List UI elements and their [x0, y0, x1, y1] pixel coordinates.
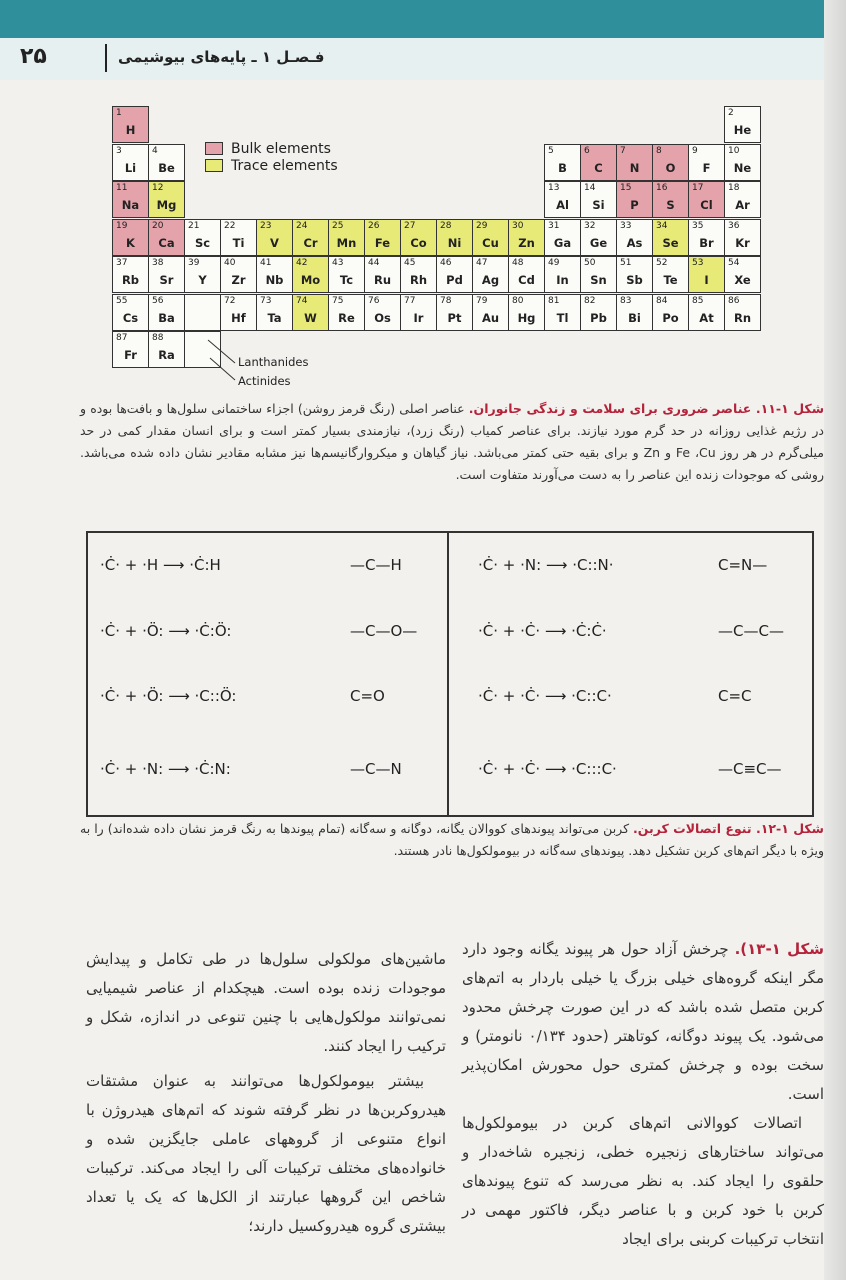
element-cell [220, 294, 257, 331]
figure-caption-11 [80, 398, 824, 486]
element-symbol: Ra [158, 348, 175, 362]
element-symbol: Re [338, 310, 355, 325]
element-cell [508, 219, 545, 256]
element-cell [544, 294, 581, 331]
element-symbol: Mg [156, 198, 177, 212]
element-symbol: Br [699, 235, 714, 250]
element-cell [256, 219, 293, 256]
element-symbol: Se [662, 235, 679, 250]
atomic-number: 23 [260, 220, 272, 231]
reaction-equation: ·Ċ· + ·Ċ· ⟶ ·Ċ:Ċ· [478, 622, 607, 640]
element-cell [148, 219, 185, 256]
atomic-number: 37 [116, 258, 128, 268]
element-symbol: Ga [553, 235, 572, 250]
element-cell [724, 106, 761, 143]
element-cell [400, 294, 437, 331]
element-symbol: C [594, 160, 603, 175]
element-cell [580, 294, 617, 331]
caption-11-text: عناصر اصلی (رنگ قرمز روشن) اجزاء ساختمانی سلول‌ها و بافت‌ها بوده و در رژیم غذایی روزانه در حد گرم مورد نیازند. برای عناصر کمیاب (رنگ زرد)، نیازمندی بسیار کمتر است و برای انسان مقدار کمی در حد میلی‌گرم در هر روز Fe ،Cu و Zn و برای بقیه حتی کمتر می‌باشد. نیاز گیاهان و میکروارگانیسم‌ها نیز مشابه مقادیر نشان داده شده می‌باشد. روشی که موجودات زنده این عناصر را به دست می‌آورند متفاوت است. [80, 401, 824, 482]
element-cell [112, 331, 149, 368]
actinide-arrow [210, 358, 235, 380]
element-symbol: W [304, 310, 317, 325]
atomic-number: 8 [656, 145, 662, 156]
element-symbol: S [666, 198, 675, 212]
atomic-number: 15 [620, 183, 632, 193]
atomic-number: 12 [152, 183, 164, 193]
element-symbol: Tc [339, 273, 354, 287]
left-column [86, 945, 446, 1241]
element-cell [292, 219, 329, 256]
element-symbol: Fe [374, 235, 391, 250]
element-cell [580, 256, 617, 293]
element-cell [292, 256, 329, 293]
atomic-number: 27 [404, 220, 416, 231]
actinides-label: Actinides [238, 374, 291, 388]
element-cell [256, 256, 293, 293]
element-symbol: Pd [446, 273, 463, 287]
element-cell [616, 144, 653, 181]
atomic-number: 22 [224, 220, 236, 231]
element-symbol: I [704, 273, 709, 287]
element-cell [544, 256, 581, 293]
atomic-number: 14 [584, 183, 596, 193]
atomic-number: 76 [368, 295, 380, 306]
element-cell [724, 219, 761, 256]
element-cell [472, 219, 509, 256]
element-cell [652, 219, 689, 256]
atomic-number: 4 [152, 145, 158, 156]
reaction-equation: ·Ċ· + ·Ö: ⟶ ·Ċ:Ö: [100, 622, 232, 640]
atomic-number: 35 [692, 220, 704, 231]
bond-structure: C=C [718, 687, 752, 705]
element-symbol: Ti [232, 235, 245, 250]
atomic-number: 3 [116, 145, 122, 156]
atomic-number: 49 [548, 258, 560, 268]
element-symbol: Y [198, 273, 207, 287]
atomic-number: 7 [620, 145, 626, 156]
element-cell [436, 294, 473, 331]
element-symbol: Be [158, 160, 175, 175]
element-cell [688, 294, 725, 331]
element-symbol: Au [481, 310, 500, 325]
bulk-swatch [205, 142, 223, 155]
element-symbol: Sb [626, 273, 643, 287]
element-cell [544, 144, 581, 181]
element-cell [256, 294, 293, 331]
atomic-number: 44 [368, 258, 380, 268]
atomic-number: 28 [440, 220, 452, 231]
atomic-number: 84 [656, 295, 668, 306]
element-cell [184, 294, 221, 331]
element-symbol: Cu [482, 235, 499, 250]
element-cell [616, 256, 653, 293]
element-cell [364, 256, 401, 293]
element-symbol: Cr [303, 235, 318, 250]
element-cell [184, 219, 221, 256]
element-cell [112, 181, 149, 218]
caption-12-text: کربن می‌تواند پیوندهای کووالان یگانه، دوگانه و سه‌گانه (تمام پیوندها به رنگ قرمز نشان داده شده‌اند) را به ویژه با دیگر اتم‌های کربن تشکیل دهد. پیوندهای سه‌گانه در بیومولکول‌ها نادر هستند. [80, 821, 824, 858]
atomic-number: 17 [692, 183, 704, 193]
reaction-equation: ·Ċ· + ·H ⟶ ·Ċ:H [100, 556, 221, 574]
page-header [0, 38, 846, 80]
element-cell [508, 256, 545, 293]
element-cell [328, 256, 365, 293]
element-cell [508, 294, 545, 331]
atomic-number: 5 [548, 145, 554, 156]
lanthanides-label: Lanthanides [238, 355, 309, 369]
element-symbol: Rb [121, 273, 140, 287]
atomic-number: 11 [116, 183, 128, 193]
atomic-number: 48 [512, 258, 524, 268]
element-symbol: Ca [158, 235, 175, 250]
element-cell [724, 144, 761, 181]
element-symbol: Tl [556, 310, 569, 325]
atomic-number: 29 [476, 220, 488, 231]
atomic-number: 47 [476, 258, 488, 268]
reaction-equation: ·Ċ· + ·N: ⟶ ·C::N· [478, 556, 614, 574]
atomic-number: 26 [368, 220, 380, 231]
element-cell [112, 294, 149, 331]
element-symbol: Sn [590, 273, 607, 287]
element-symbol: Fr [124, 348, 137, 362]
element-cell [688, 144, 725, 181]
atomic-number: 42 [296, 258, 308, 268]
element-cell [148, 181, 185, 218]
element-cell [220, 256, 257, 293]
atomic-number: 46 [440, 258, 452, 268]
element-symbol: Mo [300, 273, 321, 287]
atomic-number: 54 [728, 258, 740, 268]
element-symbol: P [630, 198, 639, 212]
atomic-number: 75 [332, 295, 344, 306]
trace-swatch [205, 159, 223, 172]
element-cell [580, 219, 617, 256]
element-cell [724, 181, 761, 218]
element-symbol: Xe [734, 273, 751, 287]
atomic-number: 33 [620, 220, 632, 231]
element-cell [616, 219, 653, 256]
element-cell [328, 219, 365, 256]
element-symbol: Pb [590, 310, 607, 325]
series-arrows [190, 330, 240, 390]
element-cell [148, 256, 185, 293]
atomic-number: 52 [656, 258, 668, 268]
atomic-number: 16 [656, 183, 668, 193]
element-cell [652, 294, 689, 331]
element-symbol: Ta [267, 310, 282, 325]
element-symbol: Ru [373, 273, 392, 287]
element-cell [112, 144, 149, 181]
element-cell [364, 294, 401, 331]
atomic-number: 78 [440, 295, 452, 306]
element-symbol: Zr [231, 273, 246, 287]
atomic-number: 32 [584, 220, 596, 231]
atomic-number: 2 [728, 108, 734, 118]
element-cell [436, 256, 473, 293]
element-cell [148, 331, 185, 368]
element-symbol: Po [662, 310, 679, 325]
atomic-number: 77 [404, 295, 416, 306]
element-cell [400, 256, 437, 293]
atomic-number: 21 [188, 220, 200, 231]
atomic-number: 79 [476, 295, 488, 306]
element-symbol: Ag [481, 273, 500, 287]
element-symbol: As [626, 235, 643, 250]
atomic-number: 45 [404, 258, 416, 268]
reaction-equation: ·Ċ· + ·Ö: ⟶ ·C::Ö: [100, 687, 237, 705]
bond-structure: C=N— [718, 556, 768, 574]
atomic-number: 53 [692, 258, 704, 268]
page-edge [824, 0, 846, 1280]
element-symbol: Rn [733, 310, 752, 325]
atomic-number: 50 [584, 258, 596, 268]
atomic-number: 72 [224, 295, 236, 306]
element-cell [688, 181, 725, 218]
element-symbol: Te [663, 273, 678, 287]
atomic-number: 9 [692, 145, 698, 156]
atomic-number: 88 [152, 333, 164, 343]
right-para-2: اتصالات کووالانی اتم‌های کربن در بیومولکول‌ها می‌تواند ساختارهای زنجیره خطی، زنجیره شاخه‌دار و حلقوی را ایجاد کند. به نظر می‌رسد که تنوع پیوندهای کربن با خود کربن و با عناصر دیگر، فاکتور مهمی در انتخاب ترکیبات کربنی برای ایجاد [462, 1114, 824, 1248]
atomic-number: 73 [260, 295, 272, 306]
element-cell [616, 181, 653, 218]
atomic-number: 34 [656, 220, 668, 231]
left-para-1: ماشین‌های مولکولی سلول‌ها در طی تکامل و پیدایش موجودات زنده بوده است. هیچکدام از عناصر شیمیایی نمی‌توانند مولکول‌هایی با چنین تنوعی در اندازه، شکل و ترکیب را ایجاد کنند. [86, 950, 446, 1055]
atomic-number: 10 [728, 145, 740, 156]
element-cell [472, 294, 509, 331]
atomic-number: 55 [116, 295, 128, 306]
atomic-number: 41 [260, 258, 272, 268]
bond-structure: —C—H [350, 556, 402, 574]
element-symbol: Ba [158, 310, 175, 325]
element-cell [724, 294, 761, 331]
atomic-number: 87 [116, 333, 128, 343]
element-symbol: Sr [159, 273, 174, 287]
element-symbol: F [702, 160, 711, 175]
element-cell [328, 294, 365, 331]
reaction-equation: ·Ċ· + ·Ċ· ⟶ ·C:::C· [478, 760, 617, 778]
element-symbol: Sc [194, 235, 211, 250]
right-para-1: چرخش آزاد حول هر پیوند یگانه وجود دارد مگر اینکه گروه‌های خیلی بزرگ یا خیلی باردار به اتم‌های کربن متصل شده باشد که در این صورت چرخش محدود می‌شود. یک پیوند دوگانه، کوتاهتر (حدود ۰/۱۳۴ نانومتر) و سخت بوده و چرخش کمتری حول محورش امکان‌پذیر است. [462, 940, 824, 1103]
element-cell [184, 256, 221, 293]
element-cell [652, 181, 689, 218]
page-number: ۲۵ [20, 44, 47, 69]
atomic-number: 74 [296, 295, 308, 306]
legend-bulk: Bulk elements [231, 140, 331, 157]
element-cell [688, 219, 725, 256]
element-cell [616, 294, 653, 331]
atomic-number: 20 [152, 220, 164, 231]
element-symbol: Zn [518, 235, 535, 250]
element-symbol: H [125, 123, 136, 137]
atomic-number: 24 [296, 220, 308, 231]
element-symbol: Li [124, 160, 137, 175]
element-symbol: Rh [409, 273, 428, 287]
element-symbol: Pt [447, 310, 462, 325]
element-cell [652, 256, 689, 293]
element-cell [112, 256, 149, 293]
atomic-number: 40 [224, 258, 236, 268]
atomic-number: 19 [116, 220, 128, 231]
atomic-number: 83 [620, 295, 632, 306]
element-cell [652, 144, 689, 181]
atomic-number: 25 [332, 220, 344, 231]
element-cell [472, 256, 509, 293]
element-cell [724, 256, 761, 293]
element-symbol: B [558, 160, 567, 175]
caption-11-title: شکل ۱-۱۱. عناصر ضروری برای سلامت و زندگی جانوران. [468, 401, 824, 416]
element-symbol: Mn [336, 235, 357, 250]
header-divider [105, 44, 107, 72]
atomic-number: 81 [548, 295, 560, 306]
element-symbol: Os [374, 310, 391, 325]
element-cell [220, 219, 257, 256]
bond-structure: C=O [350, 687, 385, 705]
atomic-number: 18 [728, 183, 740, 193]
figure-caption-12 [80, 818, 824, 862]
element-cell [544, 219, 581, 256]
element-cell [148, 144, 185, 181]
reaction-equation: ·Ċ· + ·N: ⟶ ·Ċ:N: [100, 760, 231, 778]
atomic-number: 1 [116, 108, 122, 118]
element-cell [364, 219, 401, 256]
bond-structure: —C—N [350, 760, 402, 778]
caption-12-title: شکل ۱-۱۲. تنوع اتصالات کربن. [633, 821, 824, 836]
atomic-number: 51 [620, 258, 632, 268]
atomic-number: 39 [188, 258, 200, 268]
atomic-number: 56 [152, 295, 164, 306]
element-cell [580, 181, 617, 218]
element-symbol: O [665, 160, 676, 175]
element-cell [544, 181, 581, 218]
atomic-number: 82 [584, 295, 596, 306]
chapter-title: فـصـل ۱ ـ پایه‌های بیوشیمی [118, 48, 325, 66]
element-cell [148, 294, 185, 331]
figure-13-ref: شکل ۱-۱۳). [734, 940, 824, 958]
bond-structure: —C—C— [718, 622, 784, 640]
atomic-number: 43 [332, 258, 344, 268]
element-cell [112, 106, 149, 143]
element-cell [292, 294, 329, 331]
element-symbol: Ge [589, 235, 608, 250]
element-symbol: Cl [700, 198, 713, 212]
element-symbol: N [629, 160, 640, 175]
atomic-number: 13 [548, 183, 560, 193]
atomic-number: 6 [584, 145, 590, 156]
element-symbol: V [270, 235, 279, 250]
right-column [462, 935, 824, 1254]
element-symbol: In [556, 273, 569, 287]
element-symbol: Al [556, 198, 569, 212]
element-symbol: He [733, 123, 752, 137]
element-symbol: Si [592, 198, 605, 212]
element-symbol: Na [121, 198, 140, 212]
element-symbol: At [699, 310, 714, 325]
element-symbol: Cd [518, 273, 535, 287]
element-symbol: Hg [517, 310, 536, 325]
legend [205, 140, 338, 174]
atomic-number: 38 [152, 258, 164, 268]
bond-structure: —C—O— [350, 622, 418, 640]
element-symbol: K [126, 235, 135, 250]
element-cell [580, 144, 617, 181]
atomic-number: 31 [548, 220, 560, 231]
reaction-equation: ·Ċ· + ·Ċ· ⟶ ·C::C· [478, 687, 612, 705]
element-symbol: Ne [733, 160, 752, 175]
element-cell [688, 256, 725, 293]
figure-divider [447, 533, 449, 815]
element-symbol: Kr [735, 235, 750, 250]
element-cell [400, 219, 437, 256]
element-symbol: Co [410, 235, 427, 250]
element-symbol: Ir [413, 310, 424, 325]
element-symbol: Ar [735, 198, 750, 212]
atomic-number: 85 [692, 295, 704, 306]
left-para-2: بیشتر بیومولکول‌ها می‌توانند به عنوان مشتقات هیدروکربن‌ها در نظر گرفته شوند که اتم‌های هیدروژن با انواع متنوعی از گروههای عاملی جایگزین شده و خانواده‌های مختلف ترکیبات آلی را ایجاد می‌کند. ترکیبات شاخص این گروهها عبارتند از الکل‌ها که یک یا تعداد بیشتری گروه هیدروکسیل دارند؛ [86, 1072, 446, 1235]
element-symbol: Bi [628, 310, 641, 325]
atomic-number: 30 [512, 220, 524, 231]
atomic-number: 86 [728, 295, 740, 306]
element-symbol: Ni [447, 235, 462, 250]
element-symbol: Nb [265, 273, 284, 287]
legend-trace: Trace elements [231, 157, 338, 174]
atomic-number: 80 [512, 295, 524, 306]
element-symbol: Cs [122, 310, 139, 325]
element-cell [112, 219, 149, 256]
element-cell [436, 219, 473, 256]
element-symbol: Hf [231, 310, 246, 325]
atomic-number: 36 [728, 220, 740, 231]
bond-structure: —C≡C— [718, 760, 782, 778]
